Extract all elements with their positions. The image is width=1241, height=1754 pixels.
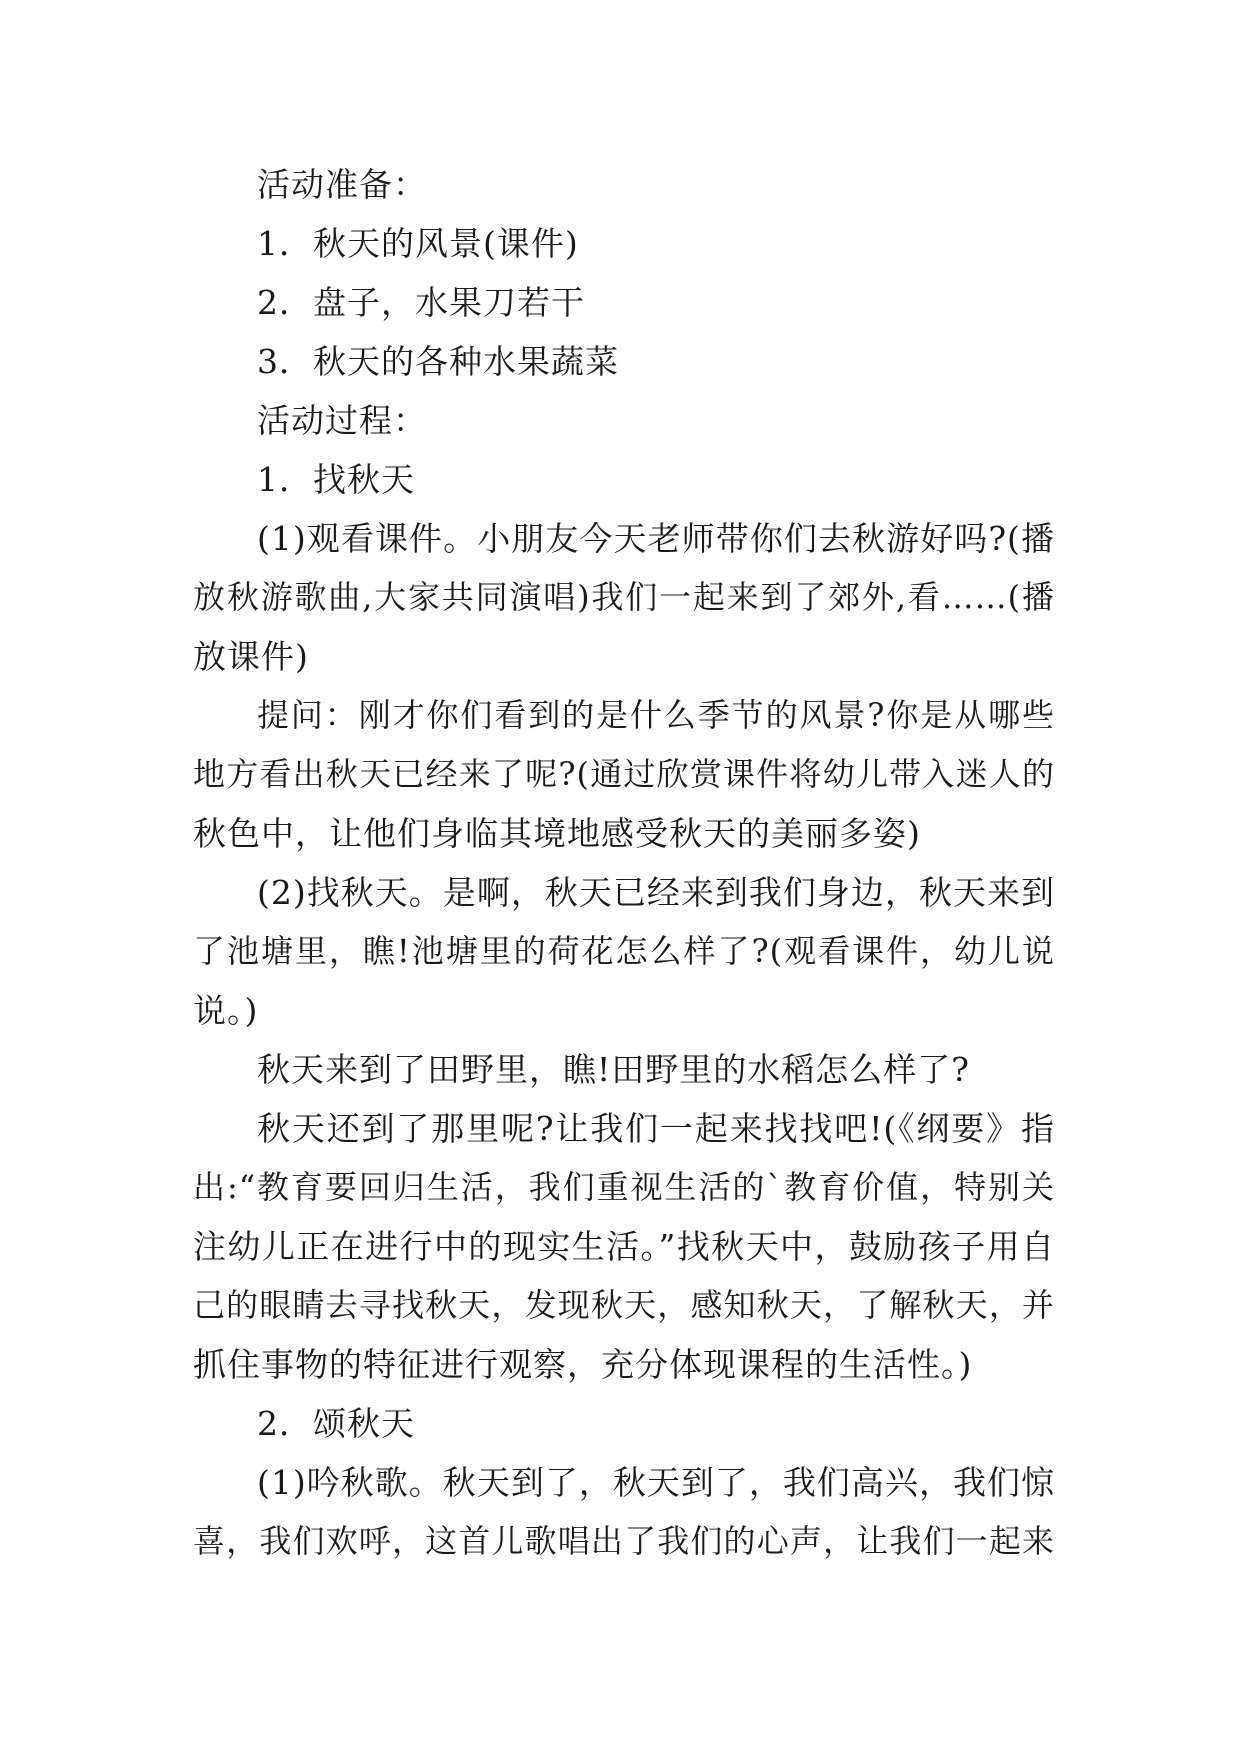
text-line: (1)观看课件。小朋友今天老师带你们去秋游好吗?(播: [257, 519, 1055, 558]
text-line: 注幼儿正在进行中的现实生活。”找秋天中，鼓励孩子用自: [193, 1227, 1055, 1266]
text-line: 了池塘里，瞧!池塘里的荷花怎么样了?(观看课件，幼儿说: [193, 932, 1055, 970]
prep-item-2: 2．盘子，水果刀若干: [257, 283, 585, 322]
text-line: 己的眼睛去寻找秋天，发现秋天，感知秋天，了解秋天，并: [193, 1286, 1055, 1324]
text-line: 抓住事物的特征进行观察，充分体现课程的生活性。): [193, 1345, 973, 1384]
text-line: 放秋游歌曲,大家共同演唱)我们一起来到了郊外,看……(播: [193, 578, 1055, 616]
paragraph-outline-quote: [193, 1099, 1055, 1394]
paragraph-question: [193, 686, 1055, 863]
paragraph-watch-courseware: [193, 509, 1055, 686]
paragraph-find-autumn: [193, 863, 1055, 1040]
heading-activity-process: 活动过程：: [257, 401, 427, 440]
text-line: (1)吟秋歌。秋天到了，秋天到了，我们高兴，我们惊: [257, 1463, 1055, 1502]
text-line: 地方看出秋天已经来了呢?(通过欣赏课件将幼儿带入迷人的: [193, 755, 1055, 793]
text-line: 秋天还到了那里呢?让我们一起来找找吧!(《纲要》指: [257, 1109, 1055, 1148]
step-1-heading: 1．找秋天: [257, 460, 415, 499]
document-page: [193, 155, 1055, 1571]
paragraph-autumn-song: [193, 1453, 1055, 1571]
step-2-heading: 2．颂秋天: [257, 1404, 415, 1443]
text-line: 提问：刚才你们看到的是什么季节的风景?你是从哪些: [257, 696, 1055, 734]
text-line: 出:“教育要回归生活，我们重视生活的`教育价值，特别关: [193, 1168, 1055, 1206]
text-line: 秋色中，让他们身临其境地感受秋天的美丽多姿): [193, 814, 921, 853]
text-line: (2)找秋天。是啊，秋天已经来到我们身边，秋天来到: [257, 873, 1055, 912]
heading-activity-preparation: 活动准备：: [257, 165, 427, 204]
prep-item-3: 3．秋天的各种水果蔬菜: [257, 342, 619, 381]
paragraph-fields: 秋天来到了田野里，瞧!田野里的水稻怎么样了?: [257, 1050, 970, 1089]
prep-item-1: 1．秋天的风景(课件): [257, 224, 579, 263]
text-line: 放课件): [193, 637, 309, 676]
text-line: 喜，我们欢呼，这首儿歌唱出了我们的心声，让我们一起来: [193, 1522, 1055, 1560]
text-line: 说。): [193, 991, 259, 1030]
